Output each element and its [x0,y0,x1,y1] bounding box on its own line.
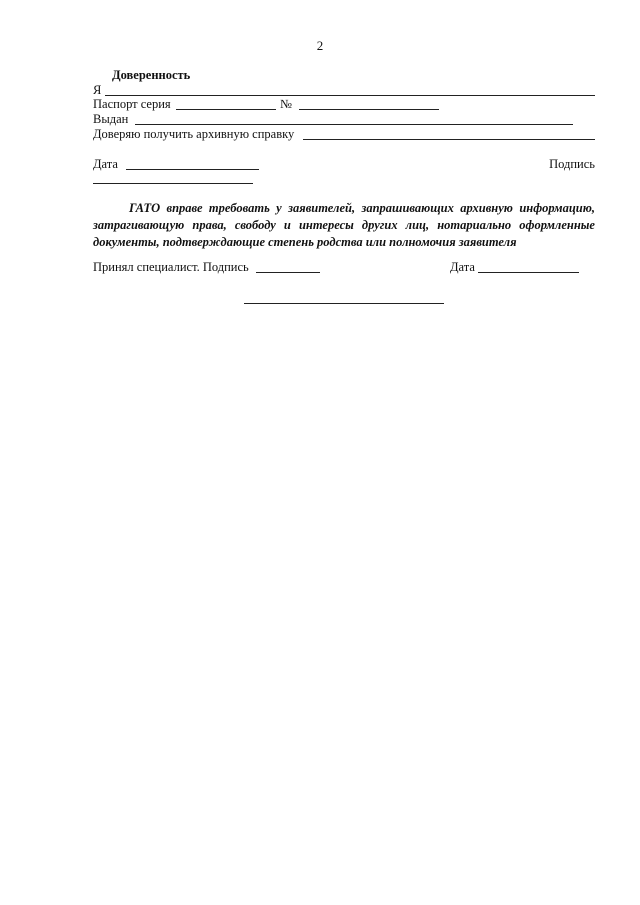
issued-label: Выдан [93,112,129,126]
signature-label: Подпись [549,157,595,171]
date-label: Дата [93,157,118,171]
specialist-signature-field[interactable] [256,272,320,273]
passport-series-label: Паспорт серия [93,97,171,111]
passport-number-sign: № [280,97,292,111]
row-acceptance [93,260,595,275]
row-trust [93,127,595,142]
row-full-name [93,83,595,98]
passport-number-field[interactable] [299,109,439,110]
form-title: Доверенность [112,68,191,82]
acceptance-date-label: Дата [450,260,475,274]
row-passport [93,97,595,112]
row-date-signature [93,157,595,172]
trusted-person-field[interactable] [303,139,595,140]
acceptance-date-field[interactable] [478,272,579,273]
closing-separator-line [244,303,444,304]
signature-field[interactable] [93,183,253,184]
full-name-field[interactable] [105,95,595,96]
full-name-label: Я [93,83,102,97]
date-field[interactable] [126,169,259,170]
specialist-signature-label: Принял специалист. Подпись [93,260,249,274]
row-issued [93,112,595,127]
notice-paragraph: ГАТО вправе требовать у заявителей, запрашивающих архивную информацию, затрагивающую права, свободу и интересы других лиц, нотариально оформленные документы, подтверждающие степень родства или полномочия заявителя [93,201,595,249]
page-number: 2 [316,38,324,53]
passport-series-field[interactable] [176,109,276,110]
trust-label: Доверяю получить архивную справку [93,127,295,141]
issued-by-field[interactable] [135,124,573,125]
